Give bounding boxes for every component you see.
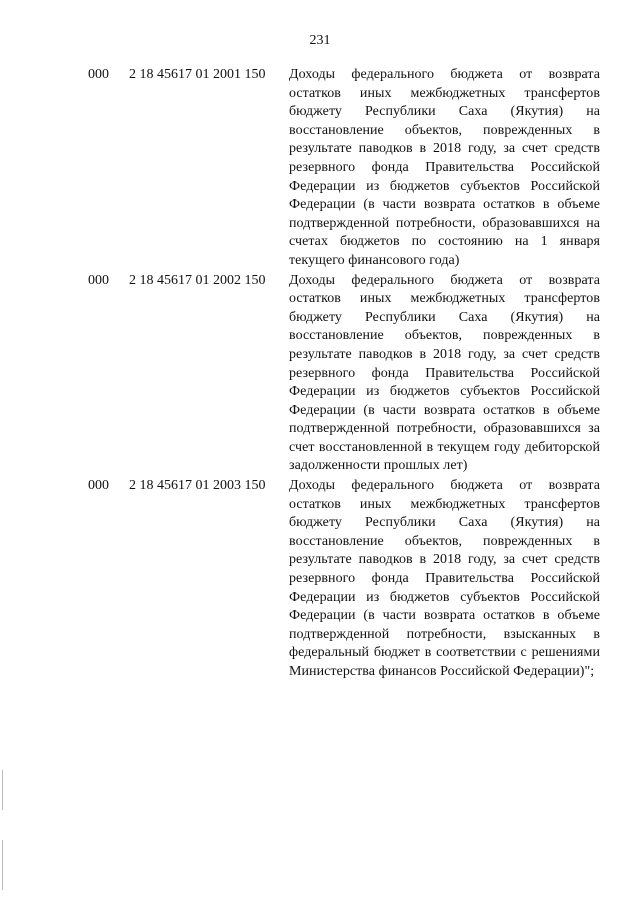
administrator-code: 000 [88, 272, 109, 288]
administrator-code: 000 [88, 478, 109, 494]
page-number: 231 [309, 33, 331, 48]
budget-classification-code: 2 18 45617 01 2003 150 [129, 478, 266, 494]
scan-edge-line [2, 840, 3, 890]
budget-code-entry [88, 477, 600, 682]
budget-code-entry [88, 66, 600, 271]
income-description: Доходы федерального бюджета от возврата остатков иных межбюджетных трансфертов бюджету Республики Саха (Якутия) на восстановление объектов, поврежденных в результате паводков в 2018 году, за счет средств резервного фонда Правительства Российской Федерации из бюджетов субъектов Российской Федерации (в части возврата остатков в объеме подтвержденной потребности, взысканных в федеральный бюджет в соответствии с решениями Министерства финансов Российской Федерации)"; [289, 478, 600, 679]
administrator-code: 000 [88, 67, 109, 82]
budget-code-entry [88, 272, 600, 477]
budget-code-list [88, 66, 600, 683]
scan-edge-line [2, 770, 3, 810]
income-description: Доходы федерального бюджета от возврата остатков иных межбюджетных трансфертов бюджету Республики Саха (Якутия) на восстановление объектов, поврежденных в результате паводков в 2018 году, за счет средств резервного фонда Правительства Российской Федерации из бюджетов субъектов Российской Федерации (в части возврата остатков в объеме подтвержденной потребности, образовавшихся на счетах бюджетов по состоянию на 1 января текущего финансового года) [289, 67, 600, 268]
income-description: Доходы федерального бюджета от возврата остатков иных межбюджетных трансфертов бюджету Республики Саха (Якутия) на восстановление объектов, поврежденных в результате паводков в 2018 году, за счет средств резервного фонда Правительства Российской Федерации из бюджетов субъектов Российской Федерации (в части возврата остатков в объеме подтвержденной потребности, образовавшихся за счет восстановленной в текущем году дебиторской задолженности прошлых лет) [289, 272, 600, 474]
budget-classification-code: 2 18 45617 01 2001 150 [129, 67, 266, 82]
budget-classification-code: 2 18 45617 01 2002 150 [129, 272, 266, 288]
